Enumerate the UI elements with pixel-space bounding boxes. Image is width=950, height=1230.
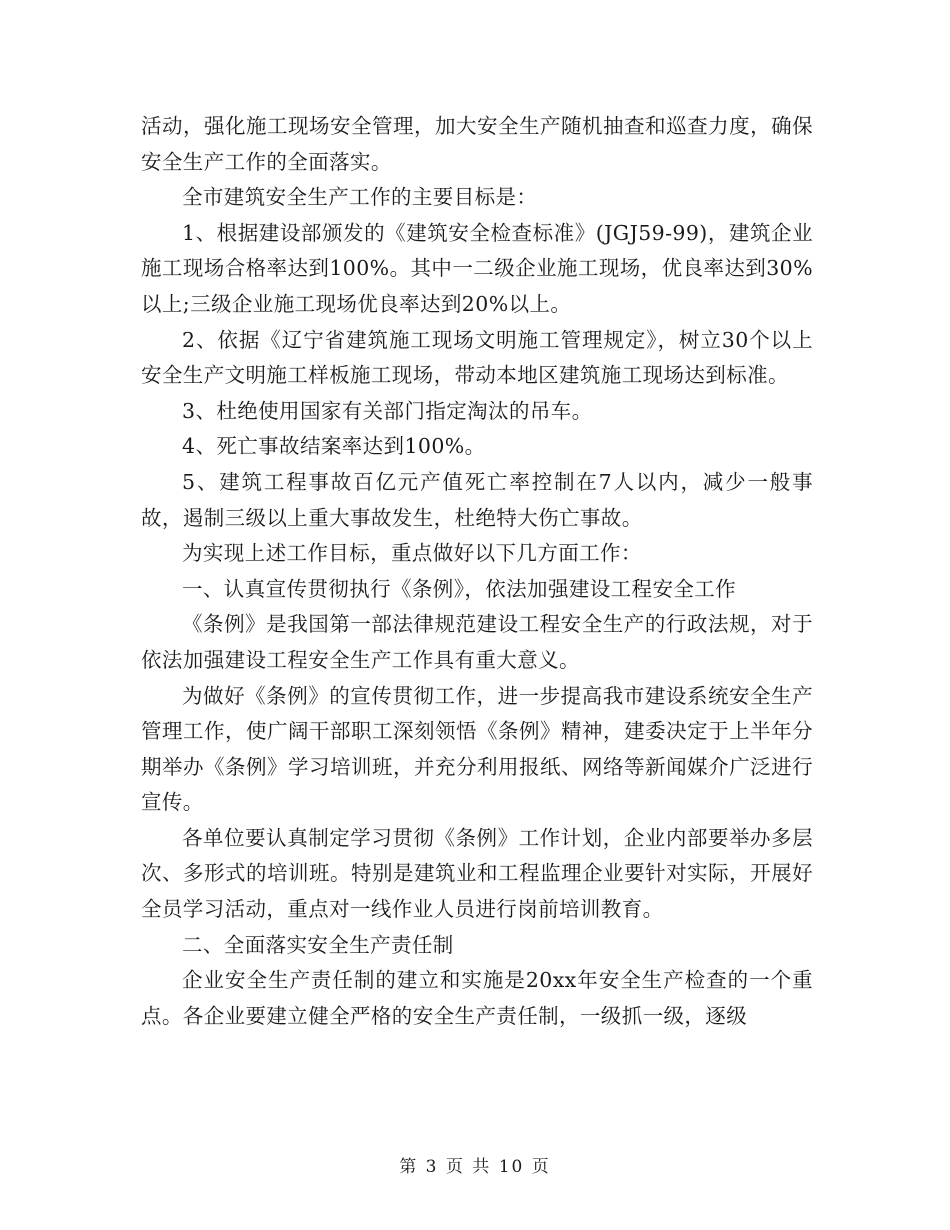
paragraph-goal-1: 1、根据建设部颁发的《建筑安全检查标准》(JGJ59-99)，建筑企业施工现场合格率达到100%。其中一二级企业施工现场，优良率达到30%以上;三级企业施工现场优良率达到20%以上。 [141, 220, 813, 316]
paragraph-goal-4: 4、死亡事故结案率达到100%。 [182, 434, 486, 459]
section-heading-2: 二、全面落实安全生产责任制 [182, 932, 454, 957]
paragraph-regulation-training: 各单位要认真制定学习贯彻《条例》工作计划，企业内部要举办多层次、多形式的培训班。特别是建筑业和工程监理企业要针对实际，开展好全员学习活动，重点对一线作业人员进行岗前培训教育。 [141, 825, 813, 922]
paragraph-continuation: 活动，强化施工现场安全管理，加大安全生产随机抽查和巡查力度，确保安全生产工作的全面落实。 [141, 114, 813, 174]
paragraph-regulation-significance: 《条例》是我国第一部法律规范建设工程安全生产的行政法规，对于依法加强建设工程安全生产工作具有重大意义。 [141, 612, 813, 672]
paragraph-goal-3: 3、杜绝使用国家有关部门指定淘汰的吊车。 [182, 398, 593, 423]
paragraph-work-intro: 为实现上述工作目标，重点做好以下几方面工作： [182, 541, 642, 566]
paragraph-responsibility-system: 企业安全生产责任制的建立和实施是20xx年安全生产检查的一个重点。各企业要建立健全严格的安全生产责任制，一级抓一级，逐级 [141, 968, 813, 1028]
section-heading-1: 一、认真宣传贯彻执行《条例》，依法加强建设工程安全工作 [182, 576, 737, 601]
paragraph-goal-5: 5、建筑工程事故百亿元产值死亡率控制在7人以内，减少一般事故，遏制三级以上重大事故发生，杜绝特大伤亡事故。 [141, 469, 813, 530]
paragraph-regulation-promotion: 为做好《条例》的宣传贯彻工作，进一步提高我市建设系统安全生产管理工作，使广阔干部职工深刻领悟《条例》精神，建委决定于上半年分期举办《条例》学习培训班，并充分利用报纸、网络等新闻媒介广泛进行宣传。 [141, 683, 813, 815]
page-number-footer: 第 3 页 共 10 页 [399, 1157, 551, 1177]
paragraph-goals-intro: 全市建筑安全生产工作的主要目标是： [182, 185, 538, 210]
document-body [141, 109, 813, 1034]
paragraph-goal-2: 2、依据《辽宁省建筑施工现场文明施工管理规定》，树立30个以上安全生产文明施工样板施工现场，带动本地区建筑施工现场达到标准。 [141, 327, 813, 388]
